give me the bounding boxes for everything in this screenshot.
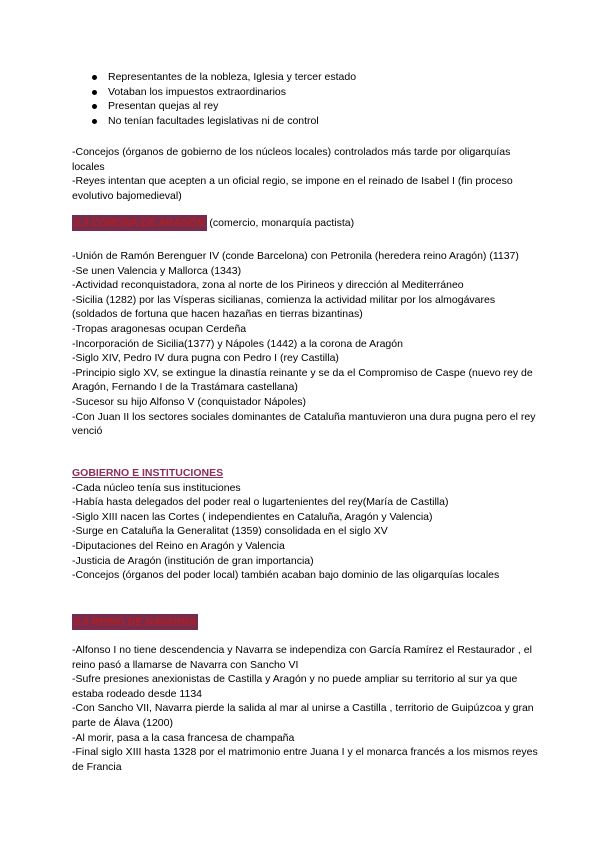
paragraph-line: -Siglo XIV, Pedro IV dura pugna con Pedro I (rey Castilla) [72,352,339,365]
paragraph-line: -Concejos (órganos de gobierno de los núcleos locales) controlados más tarde por oligarquías locales [72,146,511,173]
bullet-dot-icon [92,119,97,124]
castile-notes [72,145,542,203]
list-item: Votaban los impuestos extraordinarios [90,85,356,100]
paragraph-line: -Reyes intentan que acepten a un oficial regio, se impone en el reinado de Isabel I (fin proceso evolutivo bajomedieval) [72,175,513,202]
paragraph-line: -Incorporación de Sicilia(1377) y Nápoles (1442) a la corona de Aragón [72,337,403,350]
section-title-note: (comercio, monarquía pactista) [206,217,355,229]
paragraph-line: -Final siglo XIII hasta 1328 por el matrimonio entre Juana I y el monarca francés a los mismos reyes de Francia [72,746,538,773]
bullet-dot-icon [92,90,97,95]
navarra-heading-row [72,614,542,630]
paragraph-line: -Sucesor su hijo Alfonso V (conquistador Nápoles) [72,395,307,408]
paragraph-line: -Alfonso I no tiene descendencia y Navarra se independiza con García Ramírez el Restaurador , el reino pasó a llamarse de Navarra con Sancho VI [72,644,532,671]
aragon-section [72,249,542,439]
list-item: No tenían facultades legislativas ni de control [90,114,356,129]
paragraph-line: -Se unen Valencia y Mallorca (1343) [72,264,242,277]
paragraph-line: -Sufre presiones anexionistas de Castilla y Aragón y no puede ampliar su territorio al sur ya que estaba rodeado desde 1134 [72,673,518,700]
paragraph-line: -Cada núcleo tenía sus instituciones [72,481,241,494]
aragon-heading-row [72,215,542,231]
intro-bullet-list [90,70,356,128]
list-item: Representantes de la nobleza, Iglesia y tercer estado [90,70,356,85]
paragraph-line: -Siglo XIII nacen las Cortes ( independientes en Cataluña, Aragón y Valencia) [72,510,433,523]
section-title-navarra: 3.4 REINO DE NAVARRA [74,616,197,628]
paragraph-line: -Al morir, pasa a la casa francesa de champaña [72,731,295,744]
bullet-dot-icon [92,104,97,109]
subsection-title-gobierno: GOBIERNO E INSTITUCIONES [72,467,224,479]
paragraph-line: -Había hasta delegados del poder real o lugartenientes del rey(María de Castilla) [72,496,449,509]
list-item: Presentan quejas al rey [90,99,356,114]
paragraph-line: -Unión de Ramón Berenguer IV (conde Barcelona) con Petronila (heredera reino Aragón) (1137) [72,250,519,262]
section-title-aragon: 3.3 CORONA DE ARAGÓN [74,217,205,229]
paragraph-line: -Tropas aragonesas ocupan Cerdeña [72,322,247,335]
bullet-dot-icon [92,75,97,80]
paragraph-line: -Diputaciones del Reino en Aragón y Valencia [72,539,285,552]
paragraph-line: -Con Juan II los sectores sociales dominantes de Cataluña mantuvieron una dura pugna pero el rey venció [72,410,536,438]
paragraph-line: -Concejos (órganos del poder local) también acaban bajo dominio de las oligarquías locales [72,569,500,582]
paragraph-line: -Sicilia (1282) por las Vísperas sicilianas, comienza la actividad militar por los almogávares (soldados de fortuna que hacen hazañas en tierras bizantinas) [72,293,496,321]
paragraph-line: -Justicia de Aragón (institución de gran importancia) [72,554,314,567]
paragraph-line: -Principio siglo XV, se extingue la dinastía reinante y se da el Compromiso de Caspe (nuevo rey de Aragón, Fernando I de la Trastámara castellana) [72,366,533,394]
gobierno-section [72,466,542,583]
paragraph-line: -Surge en Cataluña la Generalitat (1359) consolidada en el siglo XV [72,525,388,538]
paragraph-line: -Actividad reconquistadora, zona al norte de los Pirineos y dirección al Mediterráneo [72,279,464,292]
paragraph-line: -Con Sancho VII, Navarra pierde la salida al mar al unirse a Castilla , territorio de Guipúzcoa y gran parte de Álava (1200) [72,702,534,729]
navarra-section [72,643,542,774]
